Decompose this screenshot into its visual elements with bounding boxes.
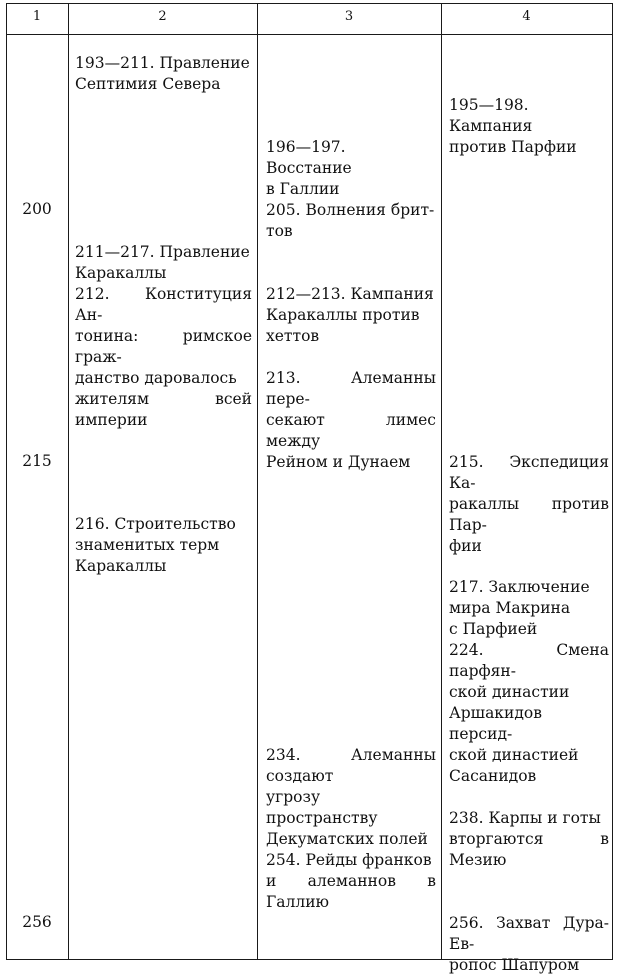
table-entry — [449, 452, 609, 557]
entry-line: данство даровалось — [75, 369, 237, 387]
entry-line: жителям всей империи — [75, 390, 252, 429]
entry-line: 213. Алеманны пере- — [266, 369, 436, 408]
table-entry — [266, 745, 436, 850]
table-entry — [75, 514, 252, 577]
entry-line: 195—198. Кампания — [449, 96, 533, 135]
entry-line: ропос Шапуром — [449, 956, 580, 974]
entry-line: Каракаллы против — [266, 306, 420, 324]
entry-line: ракаллы против Пар- — [449, 495, 609, 534]
column-border — [257, 3, 258, 960]
table-entry — [266, 368, 436, 473]
column-border — [612, 3, 613, 960]
table-entry — [449, 808, 609, 871]
entry-line: Декуматских полей — [266, 830, 428, 848]
entry-line: 212—213. Кампания — [266, 285, 434, 303]
entry-line: угрозу пространству — [266, 788, 378, 827]
year-label: 256 — [22, 913, 52, 931]
entry-line: фии — [449, 537, 482, 555]
column-header-4: 4 — [522, 9, 531, 24]
entry-line: тов — [266, 222, 293, 240]
entry-line: 211—217. Правление — [75, 243, 250, 261]
entry-line: с Парфией — [449, 620, 538, 638]
table-entry — [266, 137, 436, 200]
year-label: 215 — [22, 452, 52, 470]
entry-line: 212. Конституция Ан- — [75, 285, 252, 324]
entry-line: 193—211. Правление — [75, 54, 250, 72]
table-entry — [266, 200, 436, 242]
table-entry — [266, 284, 436, 347]
table-top-border — [6, 3, 612, 4]
entry-line: и алеманнов в Галлию — [266, 872, 436, 911]
column-header-3: 3 — [344, 9, 354, 24]
entry-line: 215. Экспедиция Ка- — [449, 453, 609, 492]
table-entry — [449, 95, 609, 158]
entry-line: секают лимес между — [266, 411, 436, 450]
entry-line: 217. Заключение — [449, 578, 590, 596]
column-border — [68, 3, 69, 960]
entry-line: Каракаллы — [75, 557, 167, 575]
table-entry — [75, 242, 252, 431]
entry-line: 196—197. Восстание — [266, 138, 352, 177]
year-label: 200 — [22, 200, 52, 218]
table-entry — [75, 53, 252, 95]
entry-line: Септимия Севера — [75, 75, 221, 93]
column-border — [6, 3, 7, 960]
entry-line: хеттов — [266, 327, 320, 345]
header-bottom-border — [6, 34, 612, 35]
entry-line: Каракаллы — [75, 264, 167, 282]
entry-line: 224. Смена парфян- — [449, 641, 609, 680]
entry-line: Аршакидов персид- — [449, 704, 542, 743]
table-entry — [449, 577, 609, 787]
entry-line: 254. Рейды франков — [266, 851, 432, 869]
entry-line: тонина: римское граж- — [75, 327, 252, 366]
entry-line: против Парфии — [449, 138, 577, 156]
table-entry — [266, 850, 436, 913]
column-header-2: 2 — [158, 9, 167, 24]
entry-line: ской династией — [449, 746, 579, 764]
table-entry — [449, 913, 609, 976]
column-border — [441, 3, 442, 960]
entry-line: ской династии — [449, 683, 570, 701]
entry-line: 256. Захват Дура-Ев- — [449, 914, 609, 953]
column-header-1: 1 — [32, 9, 42, 24]
entry-line: 234. Алеманны создают — [266, 746, 436, 785]
entry-line: 238. Карпы и готы — [449, 809, 601, 827]
entry-line: Сасанидов — [449, 767, 537, 785]
entry-line: мира Макрина — [449, 599, 571, 617]
entry-line: знаменитых терм — [75, 536, 220, 554]
entry-line: 216. Строительство — [75, 515, 236, 533]
entry-line: 205. Волнения брит- — [266, 201, 435, 219]
entry-line: вторгаются в Мезию — [449, 830, 609, 869]
entry-line: Рейном и Дунаем — [266, 453, 411, 471]
entry-line: в Галлии — [266, 180, 340, 198]
